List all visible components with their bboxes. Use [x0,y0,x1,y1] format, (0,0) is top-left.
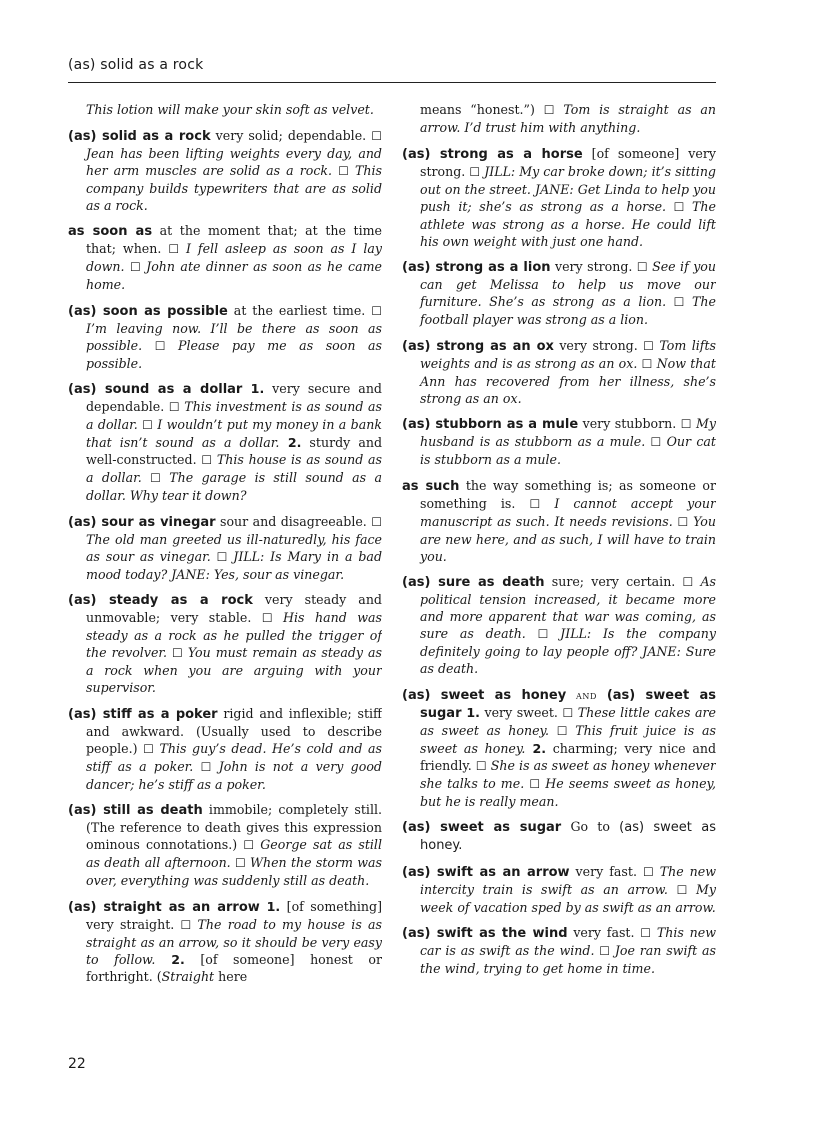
definition: very stubborn. [578,416,681,431]
example: My husband is as stubborn as a mule. [420,416,716,449]
box-icon: ☐ [201,453,213,467]
box-icon: ☐ [371,514,382,529]
box-icon: ☐ [129,260,141,274]
example: The garage is still sound as a dollar. Why tear it down? [86,470,382,503]
box-icon: ☐ [338,163,349,178]
headword: (as) straight as an arrow [68,899,260,915]
entry-swift-as-the-wind [402,924,716,977]
example: He seems sweet as honey, but he is really mean. [420,775,716,809]
entry-strong-as-a-horse [402,145,716,250]
definition: charming; very nice and friendly. [420,740,716,773]
definition: sturdy and well-constructed. [86,435,382,467]
box-icon: ☐ [234,856,246,870]
box-icon: ☐ [537,627,549,641]
box-icon: ☐ [556,723,568,738]
example: This guy’s dead. He’s cold and as stiff as a poker. [86,740,382,774]
definition: very fast. [567,925,641,940]
sense-number: 1. [242,381,265,396]
definition: at the earliest time. [227,302,372,318]
headword: (as) soon as possible [68,303,228,319]
box-icon: ☐ [642,864,654,879]
definition: very steady and unmovable; very stable. [86,592,382,625]
sense-number: 2. [279,435,302,450]
sense-number: 2. [525,740,546,756]
example: JILL: My car broke down; it’s sitting out on the street. JANE: Get Linda to help you push it; she’s as strong as a horse. [420,163,716,214]
definition: [of someone] honest or forthright. ( [86,951,382,984]
box-icon: ☐ [142,418,153,432]
headword: (as) strong as an ox [402,338,554,354]
box-icon: ☐ [636,260,648,274]
headword: (as) stiff as a poker [68,706,218,722]
example: The football player was strong as a lion. [420,294,716,327]
box-icon: ☐ [599,944,611,958]
headword: as such [402,478,460,494]
example: You are new here, and as such, I will have to train you. [420,513,716,564]
box-icon: ☐ [529,776,541,791]
example: The athlete was strong as a horse. He could lift his own weight with just one hand. [420,198,716,249]
box-icon: ☐ [643,338,654,353]
definition: very strong. [550,259,637,274]
example: The new intercity train is swift as an arrow. [420,863,716,897]
headword: (as) sure as death [402,575,545,590]
box-icon: ☐ [469,164,481,179]
example: I fell asleep as soon as I lay down. [86,241,382,274]
example: The road to my house is as straight as an arrow, so it should be very easy to follow. [86,916,382,967]
example: John ate dinner as soon as he came home. [86,259,382,292]
entry-stubborn-as-a-mule [402,415,716,468]
example: Tom lifts weights and is as strong as an ox. [420,337,716,371]
sense-number: 1. [461,704,480,720]
headword: (as) solid as a rock [68,128,211,144]
example: JILL: Is the company definitely going to lay people off? JANE: Sure as death. [420,626,716,676]
headword: (as) swift as the wind [402,926,568,941]
entry-sweet-as-honey [402,686,716,810]
headword: (as) strong as a horse [402,146,583,162]
headword: (as) steady as a rock [68,593,253,608]
box-icon: ☐ [150,471,161,485]
example: These little cakes are as sweet as honey. [420,704,716,738]
cross-reference-link[interactable]: (as) sweet as honey. [420,820,716,853]
example: Our cat is stubborn as a mule. [420,434,716,467]
example: This fruit juice is as sweet as honey. [420,722,716,756]
box-icon: ☐ [543,103,555,117]
page-number: 22 [68,1056,86,1072]
entry-sweet-as-sugar [402,818,716,854]
box-icon: ☐ [673,295,685,309]
definition: very strong. [553,337,644,353]
entry-swift-as-an-arrow [402,863,716,916]
entry-soon-as-possible [68,302,382,372]
example: The old man greeted us ill-naturedly, his face as sour as vinegar. [86,531,382,564]
continued-entry [402,101,716,136]
entry-solid-as-a-rock [68,127,382,214]
definition: immobile; completely still. (The reference to death gives this expression ominous connotations.) [86,802,382,852]
box-icon: ☐ [143,741,154,756]
headword: as soon as [68,224,153,239]
headword: (as) sweet as sugar [420,687,716,721]
entry-sound-as-a-dollar [68,380,382,504]
definition: Go to [561,819,620,834]
example: Tom is straight as an arrow. I’d trust him with anything. [420,102,716,135]
headword: (as) still as death [68,803,203,818]
entry-as-soon-as [68,222,382,293]
entry-stiff-as-a-poker [68,705,382,793]
sense-number: 1. [259,898,281,914]
box-icon: ☐ [168,400,180,414]
example: I’m leaving now. I’ll be there as soon as possible. [86,320,382,353]
definition-italic: Straight [161,968,215,984]
definition: means “honest.”) [420,102,544,117]
headword: (as) sweet as honey [402,687,567,703]
box-icon: ☐ [243,838,255,852]
box-icon: ☐ [529,496,541,511]
example: Jean has been lifting weights every day, and her arm muscles are solid as a rock. [86,145,382,178]
example: My week of vacation sped by as swift as an arrow. [420,881,716,915]
headword: (as) strong as a lion [402,260,551,275]
entry-strong-as-a-lion [402,258,716,328]
entry-as-such [402,477,716,565]
definition: [of something] very straight. [86,898,382,932]
box-icon: ☐ [371,303,382,318]
example: JILL: Is Mary in a bad mood today? JANE: Yes, sour as vinegar. [86,548,382,582]
box-icon: ☐ [154,338,166,353]
running-head: (as) solid as a rock [68,57,204,73]
definition: sure; very certain. [544,574,683,589]
example: See if you can get Melissa to help us move our furniture. She’s as strong as a lion. [420,259,716,309]
example: This lotion will make your skin soft as velvet. [86,102,374,117]
entry-straight-as-an-arrow [68,898,382,985]
definition: here [214,968,248,984]
and-connector: and [576,688,598,702]
box-icon: ☐ [168,242,180,256]
example: Joe ran swift as the wind, trying to get home in time. [420,943,716,976]
entry-sour-as-vinegar [68,513,382,583]
right-column [402,101,716,1036]
definition: very secure and dependable. [86,381,382,414]
example: I wouldn’t put my money in a bank that isn’t sound as a dollar. [86,417,382,450]
example: I cannot accept your manuscript as such. It needs revisions. [420,495,716,529]
box-icon: ☐ [641,356,653,371]
example: John is not a very good dancer; he’s stiff as a poker. [86,758,382,792]
box-icon: ☐ [680,417,692,431]
box-icon: ☐ [200,759,212,774]
continued-entry [68,101,382,118]
definition: sour and disagreeable. [215,513,372,529]
box-icon: ☐ [475,758,487,773]
headword: (as) stubborn as a mule [402,417,579,432]
definition: at the moment that; at the time that; when. [86,223,382,256]
dictionary-columns [68,101,716,1036]
definition: very sweet. [479,704,563,720]
header-rule [68,82,716,83]
box-icon: ☐ [261,611,273,625]
example: This house is as sound as a dollar. [86,452,382,485]
definition: very solid; dependable. [210,127,372,143]
definition: very fast. [569,863,643,879]
headword: (as) sweet as sugar [402,820,562,835]
box-icon: ☐ [677,514,689,529]
box-icon: ☐ [216,549,228,564]
box-icon: ☐ [673,199,685,214]
example: His hand was steady as a rock as he pulled the trigger of the revolver. [86,610,382,660]
left-column [68,101,382,1036]
box-icon: ☐ [650,435,662,449]
example: George sat as still as death all afternoon. [86,837,382,870]
box-icon: ☐ [682,575,694,589]
box-icon: ☐ [180,917,192,932]
box-icon: ☐ [371,128,382,143]
entry-steady-as-a-rock [68,591,382,696]
definition: rigid and inflexible; stiff and awkward. (Usually used to describe people.) [86,705,382,756]
example: You must remain as steady as a rock when you are arguing with your supervisor. [86,645,382,695]
box-icon: ☐ [562,705,574,720]
entry-still-as-death [68,801,382,889]
example: Now that Ann has recovered from her illness, she’s strong as an ox. [420,355,716,406]
example: As political tension increased, it became more and more apparent that war was coming, as sure as death. [420,574,716,641]
headword: (as) swift as an arrow [402,864,570,880]
example: This company builds typewriters that are as solid as a rock. [86,162,382,213]
entry-sure-as-death [402,573,716,677]
example: Please pay me as soon as possible. [86,337,382,371]
definition: [of someone] very strong. [420,145,716,179]
box-icon: ☐ [676,882,688,897]
entry-strong-as-an-ox [402,337,716,407]
box-icon: ☐ [640,926,652,940]
sense-number: 2. [155,951,185,967]
headword: (as) sour as vinegar [68,514,216,530]
definition: the way something is; as someone or something is. [420,477,716,511]
example: When the storm was over, everything was suddenly still as death. [86,855,382,888]
headword: (as) sound as a dollar [68,382,243,397]
box-icon: ☐ [172,646,183,660]
example: This new car is as swift as the wind. [420,925,716,958]
example: She is as sweet as honey whenever she talks to me. [420,757,716,791]
example: This investment is as sound as a dollar. [86,399,382,432]
